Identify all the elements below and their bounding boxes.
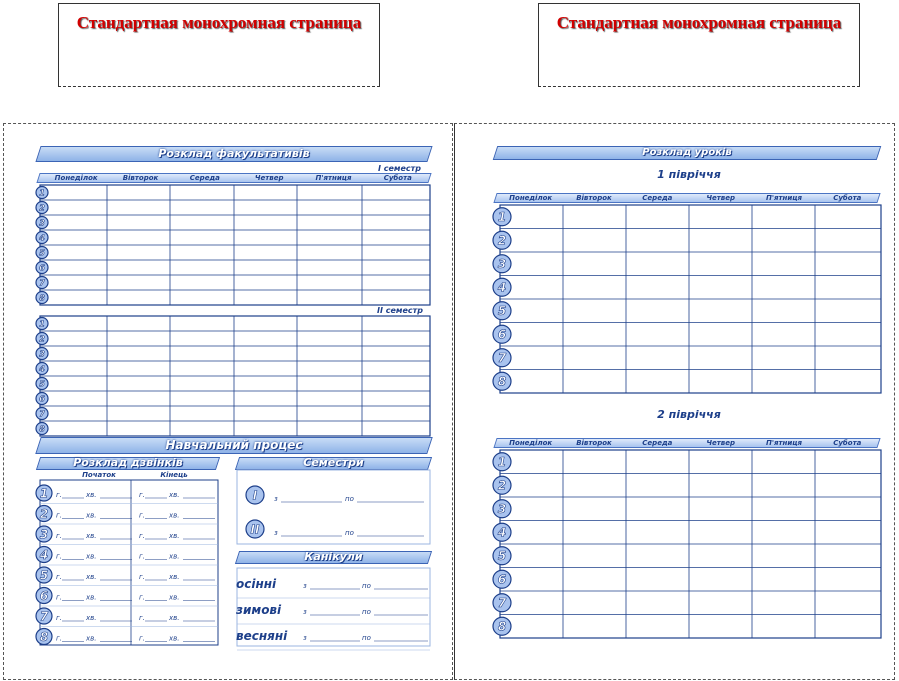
day-header-right2-0: Понеділок	[509, 439, 553, 447]
bells-min-label: хв.	[86, 532, 97, 540]
lesson-number: 5	[497, 304, 507, 319]
bells-hour-label: г.	[56, 491, 62, 499]
lesson-number: 1	[39, 486, 49, 501]
bells-hour-label: г.	[56, 614, 62, 622]
lesson-number: 5	[39, 568, 49, 583]
lesson-number: 3	[39, 527, 49, 542]
lesson-number: 5	[39, 379, 45, 389]
holiday-to: по	[362, 608, 371, 616]
page-title: Розклад факультативів	[158, 147, 310, 160]
bells-min-label: хв.	[169, 491, 180, 499]
label-box-left	[58, 3, 380, 87]
lesson-number: 1	[497, 210, 507, 225]
lesson-number: 7	[39, 409, 45, 419]
holiday-name: осінні	[236, 577, 277, 591]
bells-min-label: хв.	[86, 573, 97, 581]
bells-min-label: хв.	[169, 634, 180, 643]
lesson-number: 4	[39, 233, 45, 243]
lesson-number: 7	[497, 596, 507, 611]
label-right-text: Стандартная монохромная страница	[556, 13, 842, 32]
lesson-number: 5	[39, 248, 45, 258]
day-header-left1-2: Середа	[189, 174, 220, 182]
lesson-number: 6	[39, 263, 45, 273]
bells-min-label: хв.	[169, 614, 180, 622]
semester-from: з	[274, 529, 278, 537]
bells-min-label: хв.	[86, 593, 97, 602]
label-box-right	[538, 3, 860, 87]
lesson-number: 4	[39, 364, 45, 374]
bells-min-label: хв.	[86, 614, 97, 622]
bells-hour-label: г.	[139, 614, 145, 622]
lesson-number: 8	[497, 374, 507, 389]
semester-number: ІІ	[250, 522, 260, 537]
day-header-right1-3: Четвер	[706, 194, 735, 202]
day-header-right2-5: Субота	[833, 439, 862, 447]
bells-min-label: хв.	[169, 511, 180, 520]
lesson-number: 8	[39, 629, 49, 644]
right-page-title: Розклад уроків	[642, 147, 732, 158]
lesson-number: 2	[497, 233, 507, 248]
holiday-name: зимові	[236, 603, 282, 617]
bells-hour-label: г.	[139, 532, 145, 540]
day-header-right1-0: Понеділок	[509, 194, 553, 202]
left-page	[3, 123, 453, 680]
bells-min-label: хв.	[86, 511, 97, 520]
lesson-number: 5	[497, 549, 507, 564]
lesson-number: 3	[39, 218, 45, 228]
lesson-number: 3	[497, 257, 507, 272]
lesson-number: 2	[497, 478, 507, 493]
day-header-right1-4: П'ятниця	[766, 194, 802, 202]
lesson-number: 3	[497, 502, 507, 517]
lesson-number: 8	[39, 293, 45, 303]
bells-hour-label: г.	[139, 552, 145, 561]
lesson-number: 6	[497, 327, 507, 342]
process-title: Навчальний процес	[165, 438, 303, 452]
lesson-number: 1	[39, 319, 45, 329]
bells-hour-label: г.	[56, 593, 62, 602]
semester-1-label: І семестр	[378, 164, 421, 173]
lesson-number: 6	[39, 394, 45, 404]
bells-min-label: хв.	[169, 593, 180, 602]
day-header-right1-2: Середа	[642, 194, 673, 202]
holiday-to: по	[362, 634, 371, 642]
lesson-number: 6	[497, 572, 507, 587]
bells-min-label: хв.	[169, 532, 180, 540]
bells-frame	[40, 480, 218, 645]
bells-min-label: хв.	[86, 491, 97, 499]
half-year-1-title: 1 півріччя	[657, 168, 721, 181]
bells-hour-label: г.	[56, 532, 62, 540]
bells-hour-label: г.	[139, 634, 145, 643]
lesson-number: 2	[39, 203, 45, 213]
lesson-number: 8	[497, 619, 507, 634]
lesson-number: 7	[497, 351, 507, 366]
lesson-number: 4	[39, 547, 49, 562]
right-page	[454, 123, 895, 680]
label-left-text: Стандартная монохромная страница	[76, 13, 362, 32]
semester-from: з	[274, 495, 278, 503]
day-header-right1-5: Субота	[833, 194, 862, 202]
semesters-frame	[237, 470, 430, 544]
day-header-right2-1: Вівторок	[576, 439, 612, 447]
bells-min-label: хв.	[169, 552, 180, 561]
day-header-right1-1: Вівторок	[576, 194, 612, 202]
lesson-number: 8	[39, 424, 45, 434]
bells-hour-label: г.	[139, 511, 145, 520]
semester-to: по	[345, 529, 354, 537]
half-year-2-title: 2 півріччя	[657, 408, 721, 421]
day-header-right2-3: Четвер	[706, 439, 735, 447]
day-header-left1-4: П'ятниця	[315, 174, 352, 182]
lesson-number: 2	[39, 506, 49, 521]
lesson-number: 3	[39, 349, 45, 359]
bells-start-label: Початок	[82, 471, 116, 479]
lesson-number: 4	[497, 280, 507, 295]
bells-min-label: хв.	[86, 634, 97, 643]
bells-min-label: хв.	[86, 552, 97, 561]
bells-title: Розклад дзвінків	[73, 456, 183, 469]
semester-2-label: ІІ семестр	[377, 306, 423, 315]
lesson-number: 7	[39, 278, 45, 288]
bells-hour-label: г.	[139, 593, 145, 602]
day-header-left1-1: Вівторок	[122, 174, 159, 182]
lesson-number: 2	[39, 334, 45, 344]
holiday-from: з	[303, 634, 307, 642]
bells-hour-label: г.	[56, 511, 62, 520]
day-header-right2-2: Середа	[642, 439, 673, 447]
holiday-name: весняні	[236, 629, 288, 643]
bells-hour-label: г.	[139, 491, 145, 499]
day-header-left1-0: Понеділок	[54, 174, 98, 182]
holiday-from: з	[303, 582, 307, 590]
lesson-number: 1	[497, 455, 507, 470]
lesson-number: 1	[39, 188, 45, 198]
holiday-from: з	[303, 608, 307, 616]
lesson-number: 4	[497, 525, 507, 540]
day-header-right2-4: П'ятниця	[766, 439, 802, 447]
day-header-left1-3: Четвер	[254, 174, 284, 182]
lesson-number: 7	[39, 609, 49, 624]
holidays-title: Канікули	[304, 550, 363, 563]
semester-number: І	[252, 488, 258, 503]
bells-hour-label: г.	[139, 573, 145, 581]
bells-min-label: хв.	[169, 573, 180, 581]
holiday-to: по	[362, 582, 371, 590]
lesson-number: 6	[39, 588, 49, 603]
semester-to: по	[345, 495, 354, 503]
bells-hour-label: г.	[56, 634, 62, 643]
bells-end-label: Кінець	[160, 471, 188, 479]
bells-hour-label: г.	[56, 573, 62, 581]
right-page-grid	[455, 124, 896, 681]
left-page-grid	[4, 124, 454, 681]
semesters-title: Семестри	[303, 456, 364, 469]
bells-hour-label: г.	[56, 552, 62, 561]
day-header-left1-5: Субота	[383, 174, 412, 182]
